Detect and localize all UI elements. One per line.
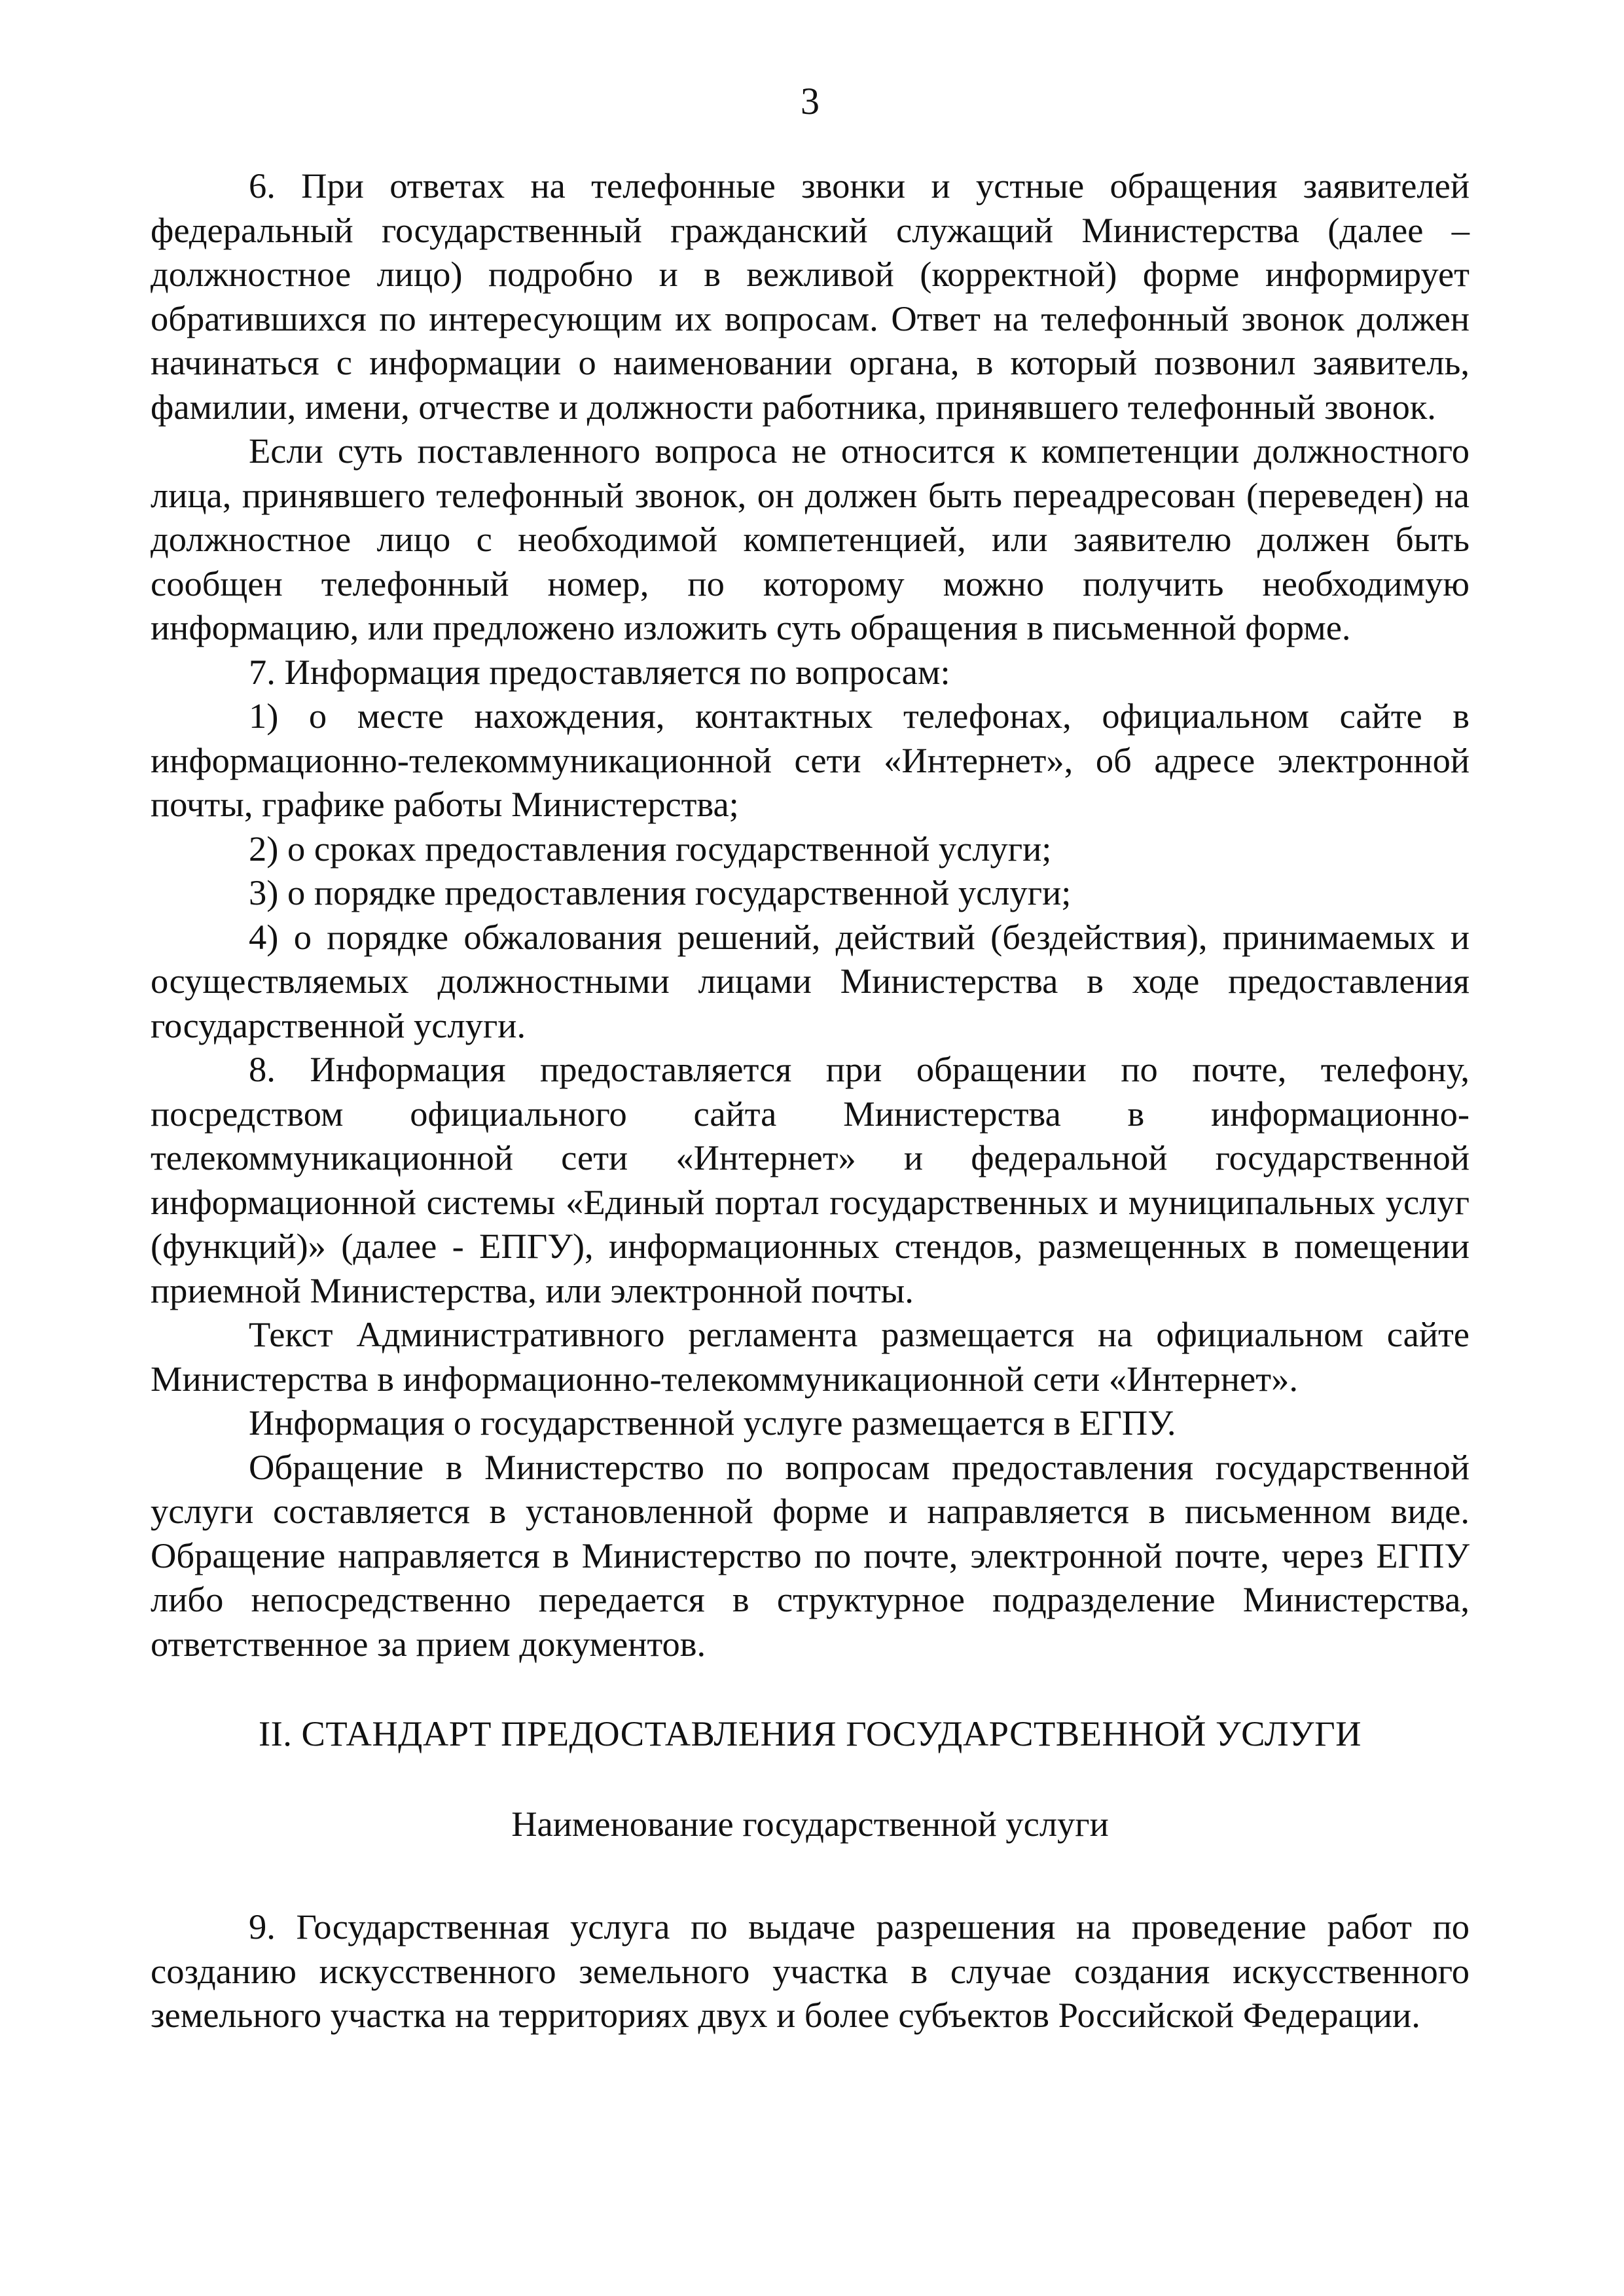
section-heading: II. СТАНДАРТ ПРЕДОСТАВЛЕНИЯ ГОСУДАРСТВЕННОЙ УСЛУГИ xyxy=(258,1713,1362,1753)
paragraph-service-info: Информация о государственной услуге размещается в ЕГПУ. xyxy=(249,1403,1176,1443)
paragraph-9: 9. Государственная услуга по выдаче разрешения на проведение работ по созданию искусственного земельного участка в случае создания искусственного земельного участка на территориях двух и более субъектов Российской Федерации. xyxy=(151,1907,1470,2035)
paragraph-8: 8. Информация предоставляется при обращении по почте, телефону, посредством официального сайта Министерства в информационно-телекоммуникационной сети «Интернет» и федеральной государственной информационной системы «Единый портал государственных и муниципальных услуг (функций)» (далее - ЕПГУ), информационных стендов, размещенных в помещении приемной Министерства, или электронной почты. xyxy=(151,1049,1470,1310)
paragraph-appeal: Обращение в Министерство по вопросам предоставления государственной услуги составляется в установленной форме и направляется в письменном виде. Обращение направляется в Министерство по почте, электронной почте, через ЕГПУ либо непосредственно передается в структурное подразделение Министерства, ответственное за прием документов. xyxy=(151,1446,1470,1664)
list-item-3: 3) о порядке предоставления государственной услуги; xyxy=(249,872,1072,912)
list-item-1: 1) о месте нахождения, контактных телефонах, официальном сайте в информационно-телекоммуникационной сети «Интернет», об адресе электронной почты, графике работы Министерства; xyxy=(151,696,1470,824)
page-number: 3 xyxy=(801,80,820,122)
subheading: Наименование государственной услуги xyxy=(511,1803,1109,1844)
paragraph-regulation-text: Текст Административного регламента размещается на официальном сайте Министерства в информационно-телекоммуникационной сети «Интернет». xyxy=(151,1314,1470,1399)
paragraph-7: 7. Информация предоставляется по вопросам: xyxy=(249,651,950,692)
paragraph-6: 6. При ответах на телефонные звонки и устные обращения заявителей федеральный государственный гражданский служащий Министерства (далее – должностное лицо) подробно и в вежливой (корректной) форме информирует обратившихся по интересующим их вопросам. Ответ на телефонный звонок должен начинаться с информации о наименовании органа, в который позвонил заявитель, фамилии, имени, отчестве и должности работника, принявшего телефонный звонок. xyxy=(151,166,1470,427)
list-item-2: 2) о сроках предоставления государственной услуги; xyxy=(249,828,1052,869)
document-page xyxy=(151,79,1470,2037)
list-item-4: 4) о порядке обжалования решений, действий (бездействия), принимаемых и осуществляемых должностными лицами Министерства в ходе предоставления государственной услуги. xyxy=(151,916,1470,1045)
paragraph-competence: Если суть поставленного вопроса не относится к компетенции должностного лица, принявшего телефонный звонок, он должен быть переадресован (переведен) на должностное лицо с необходимой компетенцией, или заявителю должен быть сообщен телефонный номер, по которому можно получить необходимую информацию, или предложено изложить суть обращения в письменной форме. xyxy=(151,431,1470,647)
